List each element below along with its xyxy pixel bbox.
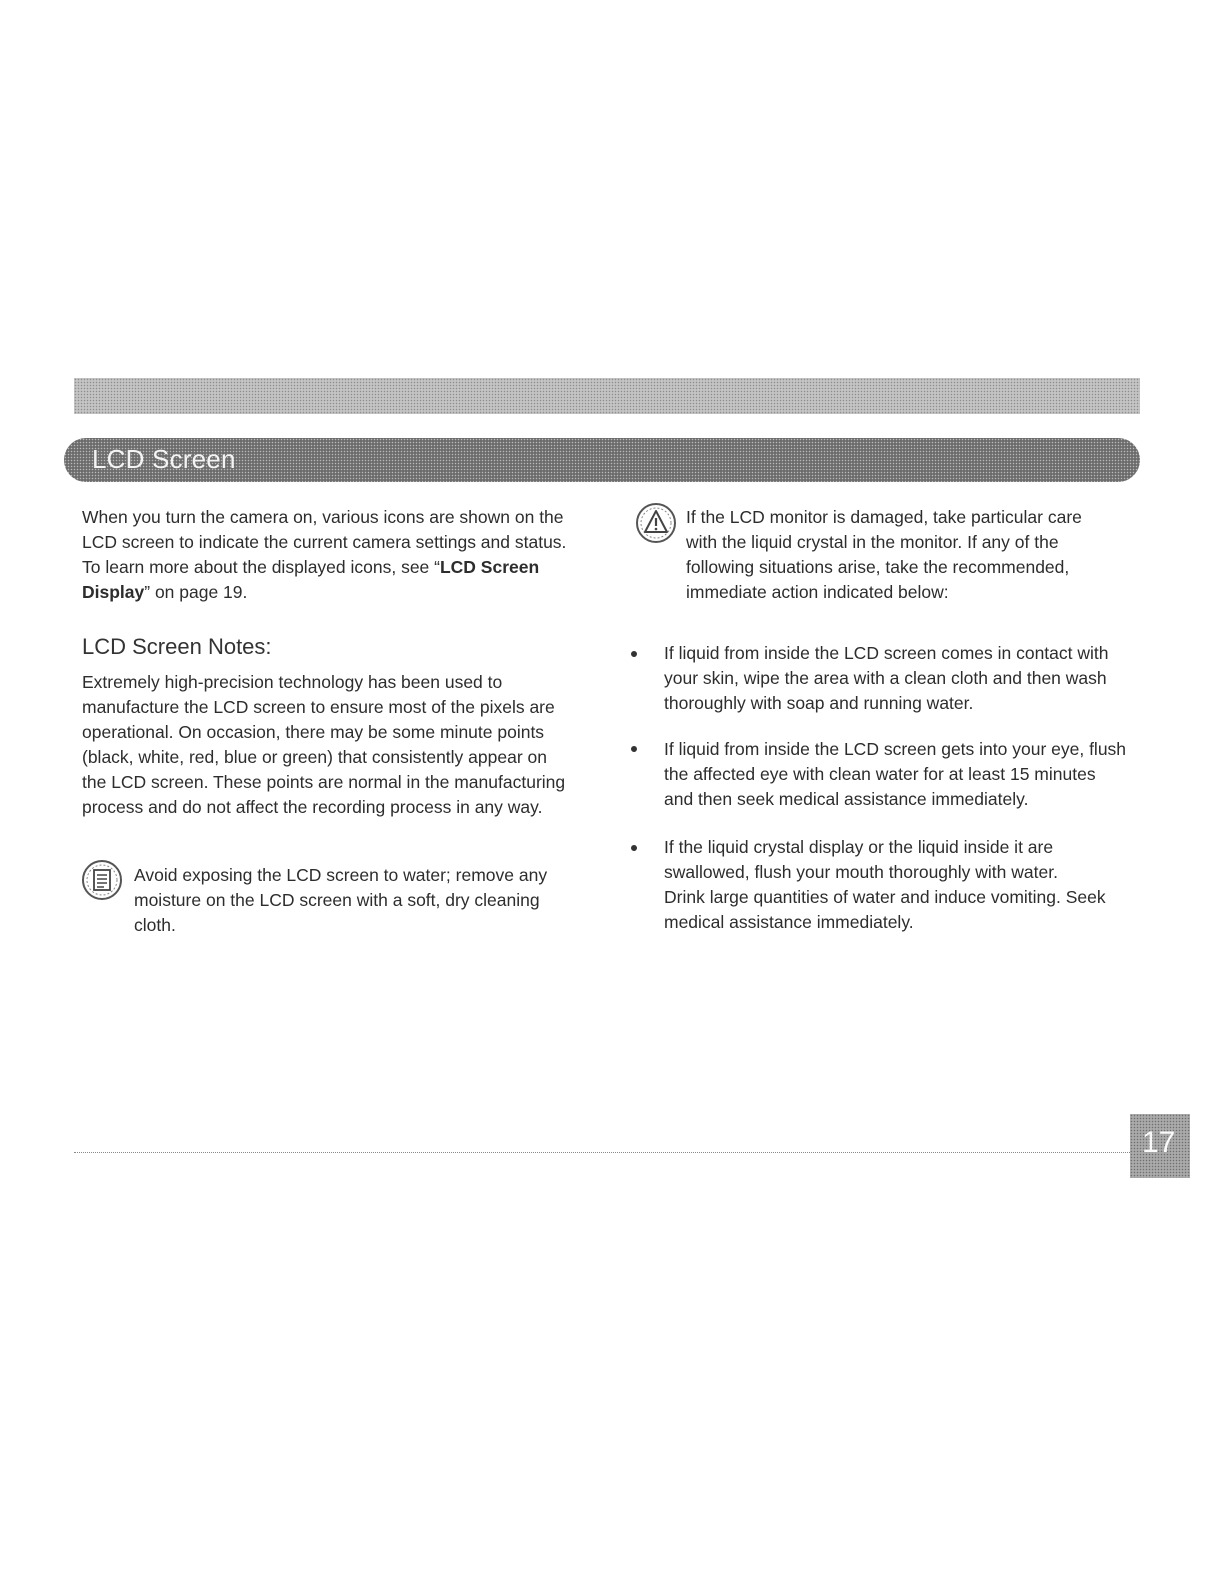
notes-heading: LCD Screen Notes:: [82, 634, 272, 659]
section-title-bar: [64, 438, 1140, 482]
warning-line: following situations arise, take the recommended,: [686, 557, 1070, 577]
list-item-line: the affected eye with clean water for at least 15 minutes: [664, 764, 1096, 784]
warning-line: with the liquid crystal in the monitor. If any of the: [686, 532, 1059, 552]
note-icon: [80, 858, 124, 902]
intro-line: [82, 555, 566, 580]
intro-line: [82, 580, 566, 605]
intro-text: ” on page 19.: [144, 582, 248, 602]
intro-paragraph: [82, 505, 566, 605]
tip-line: cloth.: [134, 915, 176, 935]
list-item-line: If the liquid crystal display or the liquid inside it are: [664, 837, 1054, 857]
warning-paragraph: [686, 505, 1082, 605]
notes-line: operational. On occasion, there may be some minute points: [82, 722, 545, 742]
warning-icon: [634, 501, 678, 545]
decorative-header-band: [74, 378, 1140, 414]
intro-line: LCD screen to indicate the current camera settings and status.: [82, 532, 567, 552]
notes-paragraph: [82, 670, 565, 820]
tip-line: moisture on the LCD screen with a soft, dry cleaning: [134, 890, 540, 910]
list-item: [664, 835, 1106, 935]
notes-line: the LCD screen. These points are normal in the manufacturing: [82, 772, 566, 792]
footer-divider: [74, 1152, 1130, 1153]
notes-line: (black, white, red, blue or green) that consistently appear on: [82, 747, 547, 767]
list-item-line: swallowed, flush your mouth thoroughly with water.: [664, 862, 1058, 882]
notes-line: process and do not affect the recording process in any way.: [82, 797, 543, 817]
page-number-box: [1130, 1114, 1190, 1178]
list-item-line: your skin, wipe the area with a clean cloth and then wash: [664, 668, 1107, 688]
list-item-line: thoroughly with soap and running water.: [664, 693, 974, 713]
intro-text: To learn more about the displayed icons, see “: [82, 557, 440, 577]
tip-line: Avoid exposing the LCD screen to water; remove any: [134, 865, 548, 885]
intro-line: When you turn the camera on, various icons are shown on the: [82, 507, 564, 527]
notes-line: Extremely high-precision technology has been used to: [82, 672, 503, 692]
list-item-line: and then seek medical assistance immediately.: [664, 789, 1029, 809]
list-item: [664, 737, 1126, 812]
tip-paragraph: [134, 863, 547, 938]
list-item-line: Drink large quantities of water and induce vomiting. Seek: [664, 887, 1106, 907]
list-item-line: medical assistance immediately.: [664, 912, 914, 932]
warning-line: If the LCD monitor is damaged, take particular care: [686, 507, 1082, 527]
list-item-line: If liquid from inside the LCD screen comes in contact with: [664, 643, 1109, 663]
warning-line: immediate action indicated below:: [686, 582, 949, 602]
bullet-dot: [631, 651, 637, 657]
page-number: 17: [1142, 1126, 1176, 1159]
list-item-line: If liquid from inside the LCD screen gets into your eye, flush: [664, 739, 1127, 759]
cross-reference-link-cont[interactable]: Display: [82, 582, 145, 602]
list-item: [664, 641, 1109, 716]
bullet-dot: [631, 845, 637, 851]
notes-line: manufacture the LCD screen to ensure most of the pixels are: [82, 697, 555, 717]
cross-reference-link[interactable]: LCD Screen: [439, 557, 540, 577]
bullet-dot: [631, 746, 637, 752]
page-title: LCD Screen: [92, 444, 236, 474]
